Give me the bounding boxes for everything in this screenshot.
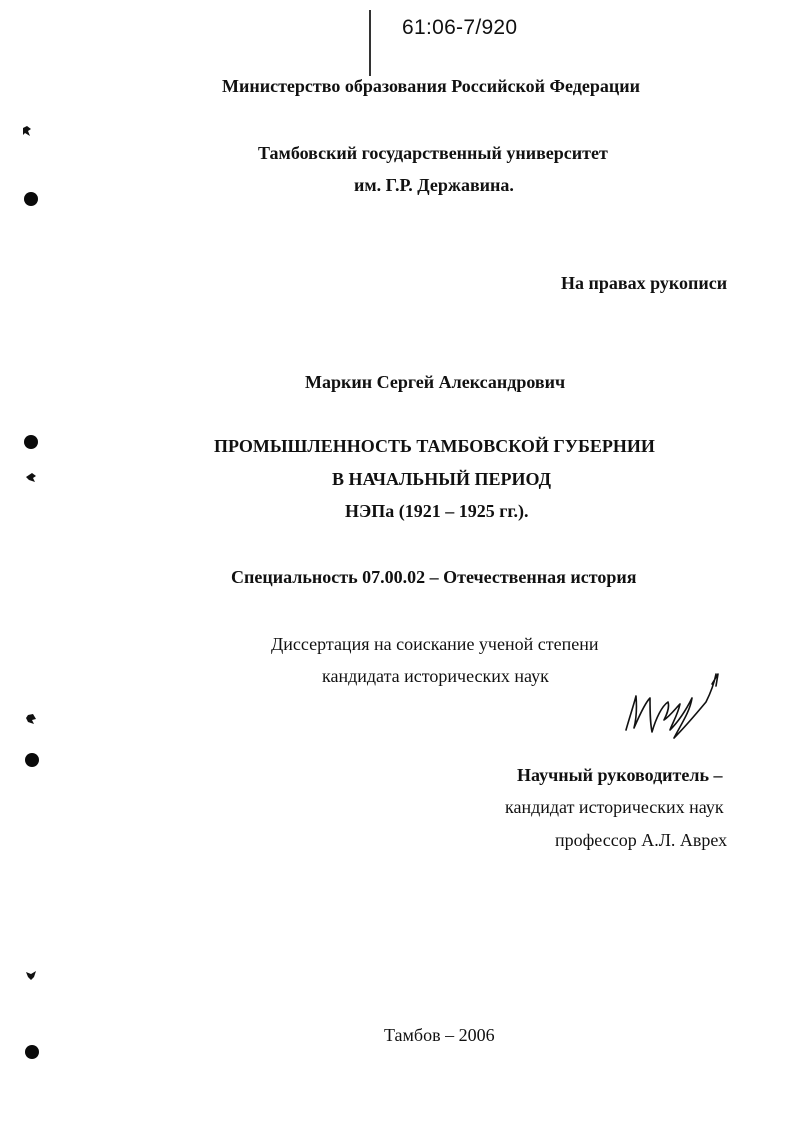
university-dedication: им. Г.Р. Державина. (354, 175, 514, 195)
stamp-vertical-line (369, 10, 371, 76)
binding-hole-icon (24, 435, 38, 449)
scan-mark-icon (24, 470, 38, 484)
title-line-3: НЭПа (1921 – 1925 гг.). (345, 501, 529, 521)
dissertation-line-1: Диссертация на соискание ученой степени (271, 634, 599, 654)
title-line-1: ПРОМЫШЛЕННОСТЬ ТАМБОВСКОЙ ГУБЕРНИИ (214, 436, 655, 456)
city-year: Тамбов – 2006 (384, 1025, 495, 1045)
university-name: Тамбовский государственный университет (258, 143, 608, 163)
advisor-label: Научный руководитель – (517, 765, 723, 785)
author-name: Маркин Сергей Александрович (305, 372, 566, 392)
scan-mark-icon (24, 968, 38, 982)
ministry-heading: Министерство образования Российской Федерации (222, 76, 640, 96)
scan-mark-icon (20, 124, 34, 138)
specialty: Специальность 07.00.02 – Отечественная история (231, 567, 637, 587)
binding-hole-icon (24, 192, 38, 206)
advisor-degree: кандидат исторических наук (505, 797, 724, 817)
title-line-2: В НАЧАЛЬНЫЙ ПЕРИОД (332, 469, 551, 489)
scan-mark-icon (24, 712, 38, 726)
archive-code: 61:06-7/920 (402, 16, 518, 39)
binding-hole-icon (25, 753, 39, 767)
manuscript-rights: На правах рукописи (561, 273, 728, 293)
dissertation-line-2: кандидата исторических наук (322, 666, 549, 686)
binding-hole-icon (25, 1045, 39, 1059)
advisor-name: профессор А.Л. Аврех (555, 830, 728, 850)
signature-image (620, 668, 724, 742)
